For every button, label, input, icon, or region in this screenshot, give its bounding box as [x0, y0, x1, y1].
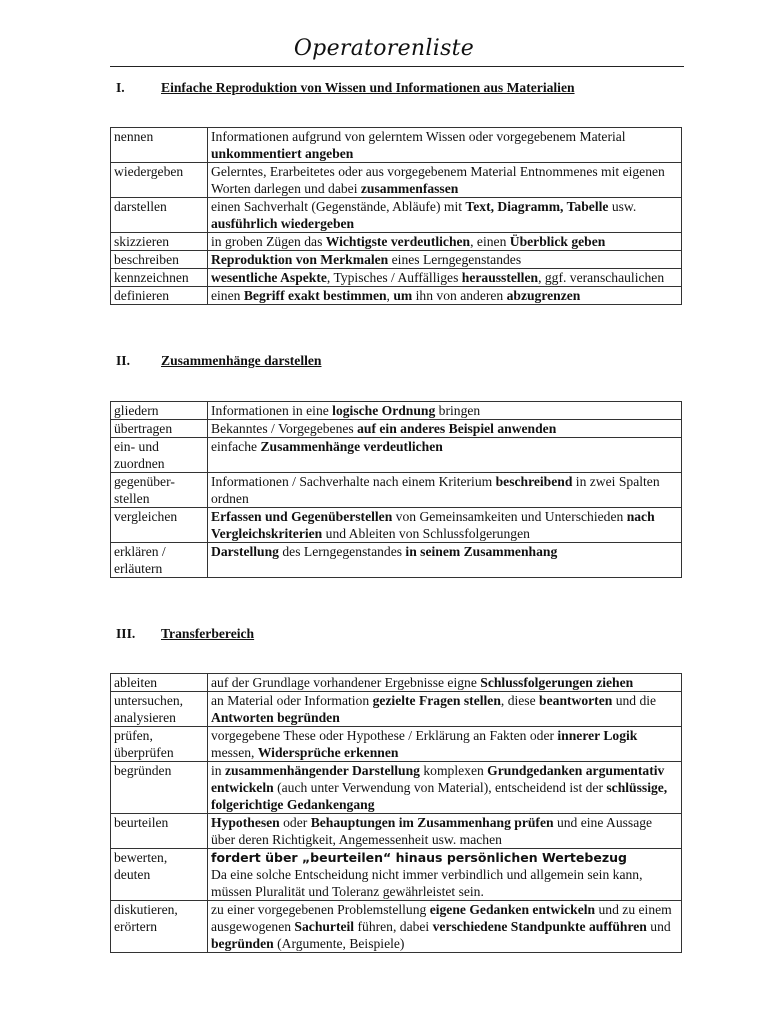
text: in [211, 763, 225, 778]
operator-description [208, 128, 682, 163]
operator-description [208, 849, 682, 901]
operator-term: begründen [111, 762, 208, 814]
bold-text: auf ein anderes Beispiel anwenden [357, 421, 557, 436]
table-row [111, 163, 682, 198]
operator-description [208, 233, 682, 251]
bold-text: innerer Logik [557, 728, 638, 743]
operator-term: nennen [111, 128, 208, 163]
text: in zwei Spalten ordnen [211, 474, 660, 506]
section-number: II. [116, 353, 130, 368]
bold-text: Reproduktion von Merkmalen [211, 252, 389, 267]
text: (Argumente, Beispiele) [273, 936, 405, 951]
operator-term: vergleichen [111, 508, 208, 543]
operator-term: ein- und zuordnen [111, 438, 208, 473]
text: , ggf. veranschaulichen [538, 270, 665, 285]
operator-description [208, 901, 682, 953]
section-title: Einfache Reproduktion von Wissen und Informationen aus Materialien [161, 80, 575, 95]
operator-table-2 [110, 401, 682, 578]
operator-term: diskutieren, erörtern [111, 901, 208, 953]
text: und eine Aussage über deren Richtigkeit, Angemessenheit usw. machen [211, 815, 653, 847]
table-row [111, 543, 682, 578]
operator-description [208, 674, 682, 692]
text: , [386, 288, 394, 303]
bold-text: abzugrenzen [506, 288, 581, 303]
table-row [111, 762, 682, 814]
bold-text: Sachurteil [294, 919, 355, 934]
operator-term: erklären / erläutern [111, 543, 208, 578]
table-row [111, 727, 682, 762]
text: bringen [435, 403, 481, 418]
table-row [111, 233, 682, 251]
operator-description [208, 402, 682, 420]
bold-text: begründen [211, 936, 274, 951]
table-row [111, 814, 682, 849]
operator-term: beschreiben [111, 251, 208, 269]
operator-description [208, 251, 682, 269]
text: , diese [500, 693, 540, 708]
bold-text: Hypothesen [211, 815, 280, 830]
text: einen [211, 288, 244, 303]
text: Da eine solche Entscheidung nicht immer verbindlich und allgemein sein kann, müssen Pluralität und Toleranz gewährleistet sein. [211, 867, 643, 899]
text: vorgegebene These oder Hypothese / Erklärung an Fakten oder [211, 728, 558, 743]
bold-text: Erfassen und Gegenüberstellen [211, 509, 393, 524]
bold-text: eigene Gedanken entwickeln [429, 902, 596, 917]
bold-text: Widersprüche erkennen [257, 745, 399, 760]
table-row [111, 473, 682, 508]
text: und die [612, 693, 657, 708]
operator-description [208, 762, 682, 814]
operator-description [208, 543, 682, 578]
bold-text: Begriff exakt bestimmen [243, 288, 387, 303]
text: Informationen / Sachverhalte nach einem Kriterium [211, 474, 496, 489]
text: , einen [470, 234, 510, 249]
bold-text: nach Vergleichskriterien [211, 509, 655, 541]
bold-text: Grundgedanken argumentativ entwickeln [211, 763, 665, 795]
table-row [111, 402, 682, 420]
text: und [646, 919, 671, 934]
operator-term: ableiten [111, 674, 208, 692]
table-row [111, 508, 682, 543]
text: Bekanntes / Vorgegebenes [211, 421, 358, 436]
table-row [111, 198, 682, 233]
bold-text: unkommentiert angeben [211, 146, 354, 161]
bold-text: Darstellung [211, 544, 279, 559]
operator-table-3 [110, 673, 682, 953]
operator-term: definieren [111, 287, 208, 305]
operator-description [208, 420, 682, 438]
text: Gelerntes, Erarbeitetes oder aus vorgegebenem Material Entnommenes mit eigenen Worten darlegen und dabei [211, 164, 665, 196]
text: und zu einem ausgewogenen [211, 902, 672, 934]
bold-text: Zusammenhänge verdeutlichen [260, 439, 443, 454]
bold-text: Schlussfolgerungen ziehen [480, 675, 634, 690]
operator-term: kennzeichnen [111, 269, 208, 287]
bold-text: zusammenfassen [360, 181, 459, 196]
bold-text: in seinem Zusammenhang [405, 544, 558, 559]
text: einfache [211, 439, 261, 454]
text: von Gemeinsamkeiten und Unterschieden [392, 509, 627, 524]
text: oder [279, 815, 311, 830]
table-row [111, 287, 682, 305]
operator-term: wiedergeben [111, 163, 208, 198]
section-title: Transferbereich [161, 626, 255, 641]
operator-term: gliedern [111, 402, 208, 420]
bold-text: beantworten [539, 693, 613, 708]
operator-description [208, 814, 682, 849]
bold-text: logische Ordnung [332, 403, 436, 418]
bold-text: verschiedene Standpunkte aufführen [432, 919, 647, 934]
bold-text: fordert über „beurteilen“ hinaus persönlichen Wertebezug [211, 850, 627, 865]
table-row [111, 251, 682, 269]
text: komplexen [419, 763, 488, 778]
table-row [111, 128, 682, 163]
text: einen Sachverhalt (Gegenstände, Abläufe) mit [211, 199, 466, 214]
section-title: Zusammenhänge darstellen [161, 353, 322, 368]
title-divider [110, 66, 684, 67]
text: in groben Zügen das [211, 234, 326, 249]
text: messen, [211, 745, 258, 760]
table-row [111, 420, 682, 438]
operator-description [208, 473, 682, 508]
bold-text: herausstellen [461, 270, 539, 285]
table-row [111, 674, 682, 692]
operator-term: darstellen [111, 198, 208, 233]
table-row [111, 901, 682, 953]
bold-text: Wichtigste verdeutlichen [325, 234, 471, 249]
text: Informationen aufgrund von gelerntem Wissen oder vorgegebenem Material [211, 129, 626, 144]
bold-text: beschreibend [495, 474, 573, 489]
operator-description [208, 692, 682, 727]
table-row [111, 269, 682, 287]
operator-term: untersuchen, analysieren [111, 692, 208, 727]
bold-text: gezielte Fragen stellen [372, 693, 501, 708]
text: und Ableiten von Schlussfolgerungen [322, 526, 530, 541]
operator-term: prüfen, überprüfen [111, 727, 208, 762]
operator-description [208, 163, 682, 198]
operator-term: bewerten, deuten [111, 849, 208, 901]
table-row [111, 438, 682, 473]
operator-description [208, 287, 682, 305]
text: , Typisches / Auffälliges [326, 270, 462, 285]
bold-text: zusammenhängender Darstellung [224, 763, 420, 778]
bold-text: Text, Diagramm, Tabelle [465, 199, 609, 214]
operator-table-1 [110, 127, 682, 305]
operator-description [208, 508, 682, 543]
text: ihn von anderen [412, 288, 507, 303]
operator-description [208, 269, 682, 287]
text: usw. [608, 199, 637, 214]
operator-term: beurteilen [111, 814, 208, 849]
section-number: III. [116, 626, 136, 641]
text: (auch unter Verwendung von Material), entscheidend ist der [273, 780, 607, 795]
text: an Material oder Information [211, 693, 373, 708]
text: führen, dabei [354, 919, 433, 934]
bold-text: ausführlich wiedergeben [211, 216, 355, 231]
text: eines Lerngegenstandes [388, 252, 522, 267]
operator-term: gegenüber-stellen [111, 473, 208, 508]
bold-text: wesentliche Aspekte [211, 270, 327, 285]
text: des Lerngegenstandes [278, 544, 406, 559]
operator-description [208, 727, 682, 762]
operator-description [208, 438, 682, 473]
operator-description [208, 198, 682, 233]
text: auf der Grundlage vorhandener Ergebnisse eigne [211, 675, 481, 690]
bold-text: Überblick geben [509, 234, 606, 249]
bold-text: Behauptungen im Zusammenhang prüfen [310, 815, 554, 830]
bold-text: Antworten begründen [211, 710, 340, 725]
table-row [111, 849, 682, 901]
text: zu einer vorgegebenen Problemstellung [211, 902, 430, 917]
operator-term: skizzieren [111, 233, 208, 251]
page-title: Operatorenliste [293, 36, 475, 61]
operator-term: übertragen [111, 420, 208, 438]
text: Informationen in eine [211, 403, 333, 418]
bold-text: um [393, 288, 413, 303]
table-row [111, 692, 682, 727]
section-number: I. [116, 80, 125, 95]
bold-text: schlüssige, folgerichtige Gedankengang [211, 780, 668, 812]
